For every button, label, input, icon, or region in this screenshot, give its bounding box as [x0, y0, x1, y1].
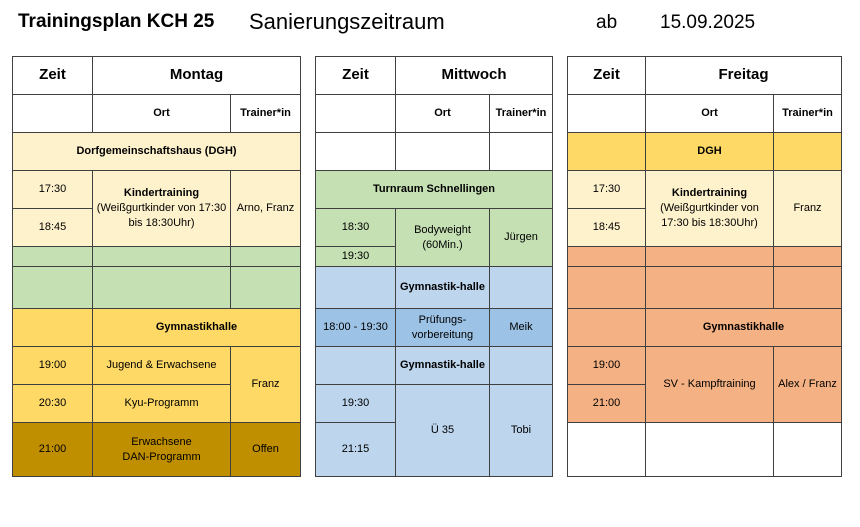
trainer-header: Trainer*in	[490, 95, 553, 133]
empty-cell	[490, 267, 553, 309]
dan-line-1: Erwachsene	[131, 435, 192, 448]
time-cell: 20:30	[13, 385, 93, 423]
empty-cell	[13, 247, 93, 267]
empty-cell	[13, 309, 93, 347]
trainer-cell: Franz	[774, 171, 842, 247]
pruefung-line-1: Prüfungs-	[418, 313, 467, 326]
ort-header: Ort	[396, 95, 490, 133]
time-cell: 18:45	[13, 209, 93, 247]
empty-cell	[568, 95, 646, 133]
trainer-cell: Tobi	[490, 385, 553, 477]
session-jugend: Jugend & Erwachsene	[93, 347, 231, 385]
session-kyu: Kyu-Programm	[93, 385, 231, 423]
empty-cell	[231, 247, 301, 267]
date-prefix: ab	[596, 12, 618, 33]
zeit-header: Zeit	[568, 57, 646, 95]
empty-cell	[316, 95, 396, 133]
empty-cell	[774, 267, 842, 309]
empty-cell	[774, 423, 842, 477]
ort-header: Ort	[93, 95, 231, 133]
time-cell: 19:00	[568, 347, 646, 385]
schedule-montag	[12, 56, 301, 477]
location-gymnastik-halle: Gymnastik-halle	[396, 347, 490, 385]
zeit-header: Zeit	[316, 57, 396, 95]
empty-cell	[13, 95, 93, 133]
session-ue35: Ü 35	[396, 385, 490, 477]
day-header-freitag: Freitag	[646, 57, 842, 95]
kindertraining-title: Kindertraining	[671, 187, 748, 200]
empty-cell	[568, 309, 646, 347]
empty-cell	[316, 267, 396, 309]
empty-cell	[13, 267, 93, 309]
kindertraining-cell	[646, 171, 774, 247]
location-dgh: DGH	[646, 133, 774, 171]
empty-cell	[646, 423, 774, 477]
time-cell: 21:15	[316, 423, 396, 477]
location-gymnastik-halle: Gymnastik-halle	[396, 267, 490, 309]
location-turnraum: Turnraum Schnellingen	[316, 171, 553, 209]
time-cell: 18:45	[568, 209, 646, 247]
empty-cell	[646, 267, 774, 309]
trainer-cell: Jürgen	[490, 209, 553, 267]
empty-cell	[490, 347, 553, 385]
location-gymnastikhalle: Gymnastikhalle	[646, 309, 842, 347]
time-cell: 21:00	[13, 423, 93, 477]
time-cell: 19:30	[316, 385, 396, 423]
zeit-header: Zeit	[13, 57, 93, 95]
kindertraining-note: (Weißgurtkinder von 17:30 bis 18:30Uhr)	[660, 202, 759, 229]
bodyweight-duration: (60Min.)	[422, 238, 463, 251]
kindertraining-note: (Weißgurtkinder von 17:30 bis 18:30Uhr)	[96, 202, 227, 229]
empty-cell	[774, 133, 842, 171]
time-cell: 17:30	[568, 171, 646, 209]
trainer-cell: Arno, Franz	[231, 171, 301, 247]
trainer-cell: Meik	[490, 309, 553, 347]
session-pruefung	[396, 309, 490, 347]
trainer-cell: Franz	[231, 347, 301, 423]
page-title: Trainingsplan KCH 25	[18, 11, 215, 32]
kindertraining-cell	[93, 171, 231, 247]
trainer-header: Trainer*in	[231, 95, 301, 133]
empty-cell	[93, 267, 231, 309]
empty-cell	[646, 247, 774, 267]
empty-cell	[231, 267, 301, 309]
time-cell: 18:30	[316, 209, 396, 247]
start-date: 15.09.2025	[660, 12, 756, 33]
time-cell: 17:30	[13, 171, 93, 209]
empty-cell	[568, 267, 646, 309]
empty-cell	[568, 133, 646, 171]
time-cell: 19:00	[13, 347, 93, 385]
bodyweight-title: Bodyweight	[414, 223, 471, 236]
page-subtitle: Sanierungszeitraum	[249, 9, 445, 34]
day-header-mittwoch: Mittwoch	[396, 57, 553, 95]
session-sv: SV - Kampftraining	[646, 347, 774, 423]
trainer-header: Trainer*in	[774, 95, 842, 133]
kindertraining-title: Kindertraining	[123, 187, 200, 200]
empty-cell	[490, 133, 553, 171]
empty-cell	[568, 423, 646, 477]
pruefung-line-2: vorbereitung	[411, 328, 474, 341]
empty-cell	[93, 247, 231, 267]
empty-cell	[316, 347, 396, 385]
empty-cell	[774, 247, 842, 267]
empty-cell	[568, 247, 646, 267]
empty-cell	[316, 133, 396, 171]
session-dan	[93, 423, 231, 477]
dan-line-2: DAN-Programm	[122, 450, 201, 463]
day-header-montag: Montag	[93, 57, 301, 95]
empty-cell	[396, 133, 490, 171]
time-cell: 18:00 - 19:30	[316, 309, 396, 347]
time-cell: 21:00	[568, 385, 646, 423]
trainer-cell: Alex / Franz	[774, 347, 842, 423]
location-dgh: Dorfgemeinschaftshaus (DGH)	[13, 133, 301, 171]
session-bodyweight	[396, 209, 490, 267]
time-cell: 19:30	[316, 247, 396, 267]
trainer-cell: Offen	[231, 423, 301, 477]
location-gymnastikhalle: Gymnastikhalle	[93, 309, 301, 347]
ort-header: Ort	[646, 95, 774, 133]
schedule-freitag	[567, 56, 842, 477]
schedule-mittwoch	[315, 56, 553, 477]
